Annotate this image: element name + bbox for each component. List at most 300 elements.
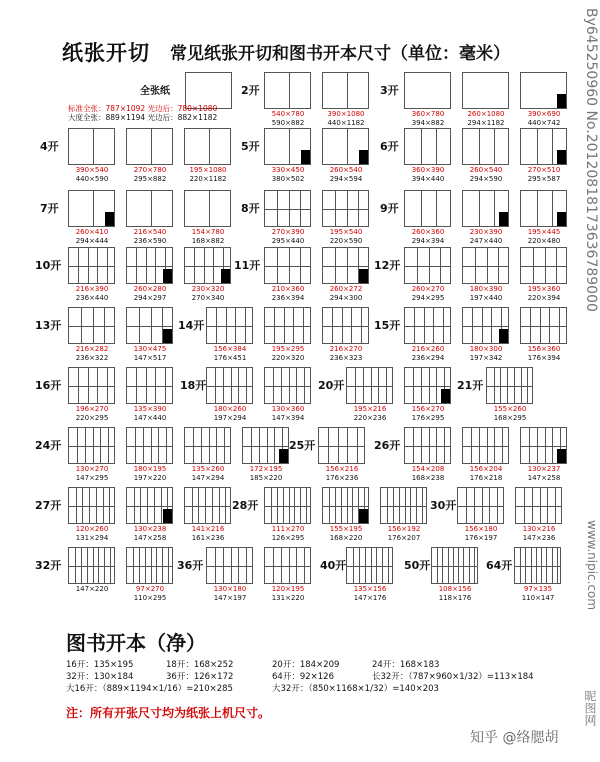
cut-size-caption xyxy=(310,465,374,483)
cut-diagram xyxy=(184,128,231,165)
cut-label: 28开 xyxy=(232,499,259,512)
trim-size: 216×390 xyxy=(75,285,109,293)
trim-size: 195×445 xyxy=(527,228,561,236)
sheet-size: 220×480 xyxy=(527,237,561,245)
trim-size: 156×216 xyxy=(325,465,359,473)
cut-diagram xyxy=(318,427,365,464)
sheet-size: 220×295 xyxy=(75,414,109,422)
cut-size-caption xyxy=(60,525,124,543)
cut-line xyxy=(521,446,567,447)
left-title: 纸张开切 xyxy=(62,41,150,65)
cut-label: 36开 xyxy=(177,559,204,572)
sheet-size: 294×297 xyxy=(133,294,167,302)
cut-line xyxy=(185,446,231,447)
cut-size-caption xyxy=(338,405,402,423)
sheet-size: 185×220 xyxy=(249,474,283,482)
cut-line xyxy=(494,191,495,227)
sheet-size: 197×294 xyxy=(213,414,247,422)
cut-diagram xyxy=(515,487,562,524)
book-size-entry: 32开：130×184 xyxy=(66,672,134,682)
cut-diagram xyxy=(404,72,451,109)
cut-diagram xyxy=(184,487,231,524)
cut-size-caption xyxy=(454,166,518,184)
cut-line xyxy=(463,446,509,447)
cut-size-caption xyxy=(256,585,320,603)
cut-line xyxy=(436,129,437,165)
cut-diagram xyxy=(264,72,311,109)
cut-size-caption xyxy=(234,465,298,483)
cut-diagram xyxy=(264,247,311,284)
trim-size: 260×280 xyxy=(133,285,167,293)
cut-diagram xyxy=(68,247,115,284)
cut-size-caption xyxy=(396,345,460,363)
cut-line xyxy=(552,129,553,165)
cut-label: 30开 xyxy=(430,499,457,512)
cut-size-caption xyxy=(118,405,182,423)
sheet-size: 294×394 xyxy=(411,237,445,245)
sheet-size: 590×882 xyxy=(271,119,305,127)
cut-line xyxy=(93,129,94,165)
zhihu-watermark: 知乎 @络腮胡 xyxy=(470,730,559,746)
waste-area xyxy=(105,212,114,226)
trim-size: 390×690 xyxy=(527,110,561,118)
cut-line xyxy=(185,266,231,267)
book-size-entry: 36开：126×172 xyxy=(166,672,234,682)
trim-size: 260×540 xyxy=(329,166,363,174)
cut-size-caption xyxy=(256,525,320,543)
cut-line xyxy=(93,191,94,227)
sheet-size: 197×440 xyxy=(469,294,503,302)
trim-size: 156×360 xyxy=(527,345,561,353)
cut-size-caption xyxy=(396,405,460,423)
cut-diagram xyxy=(404,307,451,344)
trim-size: 260×360 xyxy=(411,228,445,236)
trim-size: 230×320 xyxy=(191,285,225,293)
waste-area xyxy=(499,329,508,343)
sheet-size: 220×590 xyxy=(329,237,363,245)
cut-diagram xyxy=(520,128,567,165)
waste-area xyxy=(163,329,172,343)
cut-size-caption xyxy=(256,166,320,184)
cut-diagram xyxy=(322,190,369,227)
waste-area xyxy=(163,269,172,283)
cut-size-caption xyxy=(372,525,436,543)
cut-line xyxy=(521,266,567,267)
cut-line xyxy=(516,506,562,507)
cut-line xyxy=(151,129,152,165)
trim-size: 154×780 xyxy=(191,228,225,236)
sheet-size: 236×323 xyxy=(329,354,363,362)
cut-line xyxy=(127,266,173,267)
cut-size-caption xyxy=(60,405,124,423)
cut-diagram xyxy=(68,128,115,165)
cut-line xyxy=(421,129,422,165)
cut-size-caption xyxy=(507,525,571,543)
cut-size-caption xyxy=(396,285,460,303)
book-size-entry: 大16开：（889×1194×1/16）=210×285 xyxy=(66,684,233,694)
waste-area xyxy=(557,212,566,226)
cut-line xyxy=(405,326,451,327)
trim-size: 180×195 xyxy=(133,465,167,473)
trim-size: 260×1080 xyxy=(467,110,505,118)
cut-line xyxy=(347,566,393,567)
cut-size-caption xyxy=(60,585,124,594)
cut-diagram xyxy=(68,547,115,584)
cut-diagram xyxy=(431,547,478,584)
sheet-size: 176×218 xyxy=(469,474,503,482)
cut-diagram xyxy=(404,128,451,165)
cut-size-caption xyxy=(118,228,182,246)
cut-diagram xyxy=(346,367,393,404)
cut-label: 32开 xyxy=(35,559,62,572)
cut-line xyxy=(127,386,173,387)
cut-size-caption xyxy=(512,228,576,246)
cut-line xyxy=(151,191,152,227)
cut-label: 6开 xyxy=(380,140,399,153)
trim-size: 195×540 xyxy=(329,228,363,236)
trim-size: 135×390 xyxy=(133,405,167,413)
waste-area xyxy=(441,389,450,403)
sheet-size: 126×295 xyxy=(271,534,305,542)
cut-size-caption xyxy=(423,585,487,603)
waste-area xyxy=(221,269,230,283)
cut-size-caption xyxy=(338,585,402,603)
cut-size-caption xyxy=(478,405,542,423)
cut-size-caption xyxy=(60,228,124,246)
cut-size-caption xyxy=(256,405,320,423)
sheet-size: 295×882 xyxy=(133,175,167,183)
sheet-size: 168×295 xyxy=(493,414,527,422)
cut-diagram xyxy=(520,72,567,109)
cut-size-caption xyxy=(396,166,460,184)
trim-size: 130×270 xyxy=(75,465,109,473)
cut-line xyxy=(537,129,538,165)
cut-size-caption xyxy=(176,166,240,184)
cut-size-caption xyxy=(176,465,240,483)
cut-size-caption xyxy=(256,285,320,303)
cut-line xyxy=(185,506,231,507)
sheet-size: 147×295 xyxy=(75,474,109,482)
cut-size-caption xyxy=(314,166,378,184)
cut-size-caption xyxy=(512,345,576,363)
trim-size: 270×390 xyxy=(271,228,305,236)
cut-size-caption xyxy=(396,228,460,246)
cut-line xyxy=(265,566,311,567)
waste-area xyxy=(557,94,566,108)
cut-label: 11开 xyxy=(234,259,261,272)
cut-line xyxy=(436,191,437,227)
cut-size-caption xyxy=(512,465,576,483)
cut-diagram xyxy=(457,487,504,524)
trim-size: 195×1080 xyxy=(189,166,227,174)
side-watermark: By645250960 No.20120818173636789000 xyxy=(583,8,599,312)
cut-size-caption xyxy=(256,228,320,246)
cut-line xyxy=(319,446,365,447)
book-size-entry: 18开：168×252 xyxy=(166,660,234,670)
trim-size: 230×390 xyxy=(469,228,503,236)
waste-area xyxy=(557,449,566,463)
waste-area xyxy=(301,150,310,164)
cut-size-caption xyxy=(454,285,518,303)
sheet-size: 147×258 xyxy=(133,534,167,542)
cut-diagram xyxy=(404,190,451,227)
cut-size-caption xyxy=(314,228,378,246)
trim-size: 360×780 xyxy=(411,110,445,118)
cut-size-caption xyxy=(454,345,518,363)
waste-area xyxy=(163,509,172,523)
cut-diagram xyxy=(520,307,567,344)
cut-label: 12开 xyxy=(374,259,401,272)
cut-line xyxy=(209,129,210,165)
sheet-size: 236×294 xyxy=(411,354,445,362)
cut-diagram xyxy=(126,307,173,344)
cut-line xyxy=(323,209,369,210)
sheet-size: 294×444 xyxy=(75,237,109,245)
trim-size: 120×195 xyxy=(271,585,305,593)
cut-diagram xyxy=(264,190,311,227)
cut-line xyxy=(323,326,369,327)
cut-line xyxy=(421,191,422,227)
sheet-size: 161×236 xyxy=(191,534,225,542)
cut-line xyxy=(207,566,253,567)
cut-line xyxy=(69,326,115,327)
trim-size: 97×270 xyxy=(135,585,165,593)
book-size-entry: 16开：135×195 xyxy=(66,660,134,670)
cut-diagram xyxy=(346,547,393,584)
sheet-size: 270×340 xyxy=(191,294,225,302)
trim-size: 154×208 xyxy=(411,465,445,473)
site-watermark: www.nipic.com xyxy=(585,520,599,611)
cut-diagram xyxy=(184,427,231,464)
cut-label: 10开 xyxy=(35,259,62,272)
main-title: 常见纸张开切和图书开本尺寸（单位：毫米） xyxy=(170,44,510,64)
cut-line xyxy=(405,266,451,267)
full-sheet-label: 全张纸 xyxy=(140,86,170,97)
sheet-size: 220×394 xyxy=(527,294,561,302)
sheet-size: 168×220 xyxy=(329,534,363,542)
trim-size: 155×195 xyxy=(329,525,363,533)
cut-size-caption xyxy=(118,585,182,603)
cut-line xyxy=(209,191,210,227)
sheet-size: 176×236 xyxy=(325,474,359,482)
cut-diagram xyxy=(126,487,173,524)
cut-size-caption xyxy=(454,465,518,483)
cut-diagram xyxy=(322,307,369,344)
cut-line xyxy=(458,506,504,507)
sheet-size: 440×590 xyxy=(75,175,109,183)
sheet-size: 147×440 xyxy=(133,414,167,422)
cut-diagram xyxy=(264,367,311,404)
trim-size: 156×180 xyxy=(464,525,498,533)
trim-size: 270×510 xyxy=(527,166,561,174)
trim-size: 216×282 xyxy=(75,345,109,353)
cut-diagram xyxy=(462,190,509,227)
cut-line xyxy=(265,506,311,507)
cut-label: 26开 xyxy=(374,439,401,452)
cut-diagram xyxy=(126,427,173,464)
waste-area xyxy=(359,150,368,164)
cut-line xyxy=(289,129,290,165)
sheet-size: 220×1182 xyxy=(189,175,227,183)
sheet-size: 394×882 xyxy=(411,119,445,127)
cut-diagram xyxy=(462,247,509,284)
cut-diagram xyxy=(322,72,369,109)
cut-label: 40开 xyxy=(320,559,347,572)
cut-size-caption xyxy=(396,465,460,483)
cut-line xyxy=(265,209,311,210)
cut-diagram xyxy=(126,128,173,165)
trim-size: 172×195 xyxy=(249,465,283,473)
cut-line xyxy=(405,386,451,387)
cut-line xyxy=(69,566,115,567)
cut-size-caption xyxy=(176,228,240,246)
sheet-size: 131×294 xyxy=(75,534,109,542)
trim-size: 260×410 xyxy=(75,228,109,236)
sheet-size: 147×176 xyxy=(353,594,387,602)
cut-line xyxy=(323,266,369,267)
cut-diagram xyxy=(264,487,311,524)
cut-line xyxy=(69,446,115,447)
cut-label: 24开 xyxy=(35,439,62,452)
trim-size: 390×1080 xyxy=(327,110,365,118)
cut-size-caption xyxy=(60,345,124,363)
sheet-size: 220×236 xyxy=(353,414,387,422)
cut-label: 7开 xyxy=(40,202,59,215)
cut-line xyxy=(207,326,253,327)
trim-size: 97×135 xyxy=(523,585,553,593)
sheet-size: 380×502 xyxy=(271,175,305,183)
sheet-size: 147×236 xyxy=(522,534,556,542)
sheet-size: 147×197 xyxy=(213,594,247,602)
trim-size: 130×475 xyxy=(133,345,167,353)
cut-line xyxy=(265,386,311,387)
waste-area xyxy=(279,449,288,463)
trim-size: 180×260 xyxy=(213,405,247,413)
cut-diagram xyxy=(514,547,561,584)
sheet-size: 168×238 xyxy=(411,474,445,482)
sheet-size: 236×590 xyxy=(133,237,167,245)
cut-size-caption xyxy=(118,166,182,184)
cut-diagram xyxy=(126,547,173,584)
cut-label: 13开 xyxy=(35,319,62,332)
cut-size-caption xyxy=(314,110,378,128)
cut-size-caption xyxy=(176,285,240,303)
cut-size-caption xyxy=(118,345,182,363)
trim-size: 156×384 xyxy=(213,345,247,353)
cut-line xyxy=(127,506,173,507)
cut-diagram xyxy=(126,367,173,404)
cut-label: 9开 xyxy=(380,202,399,215)
book-size-entry: 24开：168×183 xyxy=(372,660,440,670)
cut-label: 21开 xyxy=(457,379,484,392)
waste-area xyxy=(499,212,508,226)
trim-size: 120×260 xyxy=(75,525,109,533)
cut-size-caption xyxy=(60,465,124,483)
cut-diagram xyxy=(264,128,311,165)
cut-diagram xyxy=(520,427,567,464)
cut-diagram xyxy=(322,247,369,284)
cut-diagram xyxy=(462,307,509,344)
cut-size-caption xyxy=(449,525,513,543)
footnote: 注：所有开张尺寸均为纸张上机尺寸。 xyxy=(66,706,271,720)
cut-size-caption xyxy=(314,525,378,543)
trim-size: 130×216 xyxy=(522,525,556,533)
book-size-entry: 长32开：（787×960×1/32）=113×184 xyxy=(372,672,534,682)
cut-line xyxy=(347,129,348,165)
sheet-size: 247×440 xyxy=(469,237,503,245)
cut-line xyxy=(494,129,495,165)
cut-size-caption xyxy=(512,285,576,303)
sheet-size: 176×394 xyxy=(527,354,561,362)
sheet-size: 131×220 xyxy=(271,594,305,602)
site-watermark-cn: 昵图网 xyxy=(583,690,597,726)
cut-line xyxy=(265,266,311,267)
trim-size: 216×260 xyxy=(411,345,445,353)
cut-diagram xyxy=(462,72,509,109)
cut-size-caption xyxy=(118,465,182,483)
trim-size: 216×540 xyxy=(133,228,167,236)
sheet-size: 295×440 xyxy=(271,237,305,245)
sheet-size: 176×295 xyxy=(411,414,445,422)
trim-size: 260×540 xyxy=(469,166,503,174)
cut-diagram xyxy=(206,307,253,344)
cut-line xyxy=(521,326,567,327)
sheet-size: 294×594 xyxy=(329,175,363,183)
cut-line xyxy=(405,446,451,447)
cut-line xyxy=(479,129,480,165)
cut-line xyxy=(381,506,427,507)
book-size-entry: 大32开：（850×1168×1/32）=140×203 xyxy=(272,684,439,694)
cut-diagram xyxy=(68,307,115,344)
trim-size: 130×238 xyxy=(133,525,167,533)
waste-area xyxy=(359,509,368,523)
cut-line xyxy=(487,386,533,387)
sheet-size: 220×320 xyxy=(271,354,305,362)
trim-size: 156×270 xyxy=(411,405,445,413)
trim-size: 260×270 xyxy=(411,285,445,293)
cut-size-caption xyxy=(198,585,262,603)
cut-size-caption xyxy=(512,110,576,128)
sheet-size: 176×207 xyxy=(387,534,421,542)
cut-diagram xyxy=(264,547,311,584)
cut-diagram xyxy=(184,190,231,227)
cut-label: 64开 xyxy=(486,559,513,572)
cut-line xyxy=(432,566,478,567)
cut-diagram xyxy=(264,307,311,344)
trim-size: 196×270 xyxy=(75,405,109,413)
cut-diagram xyxy=(462,128,509,165)
cut-line xyxy=(127,566,173,567)
cut-label: 25开 xyxy=(289,439,316,452)
cut-diagram xyxy=(380,487,427,524)
trim-size: 135×260 xyxy=(191,465,225,473)
cut-line xyxy=(463,326,509,327)
trim-size: 195×295 xyxy=(271,345,305,353)
cut-size-caption xyxy=(256,110,320,128)
cut-size-caption xyxy=(118,525,182,543)
sheet-size: 394×440 xyxy=(411,175,445,183)
cut-line xyxy=(537,191,538,227)
trim-size: 130×180 xyxy=(213,585,247,593)
trim-size: 195×216 xyxy=(353,405,387,413)
trim-size: 130×360 xyxy=(271,405,305,413)
sheet-size: 147×517 xyxy=(133,354,167,362)
cut-diagram xyxy=(520,190,567,227)
sheet-size: 176×451 xyxy=(213,354,247,362)
cut-diagram xyxy=(68,367,115,404)
trim-size: 155×260 xyxy=(493,405,527,413)
cut-diagram xyxy=(404,427,451,464)
